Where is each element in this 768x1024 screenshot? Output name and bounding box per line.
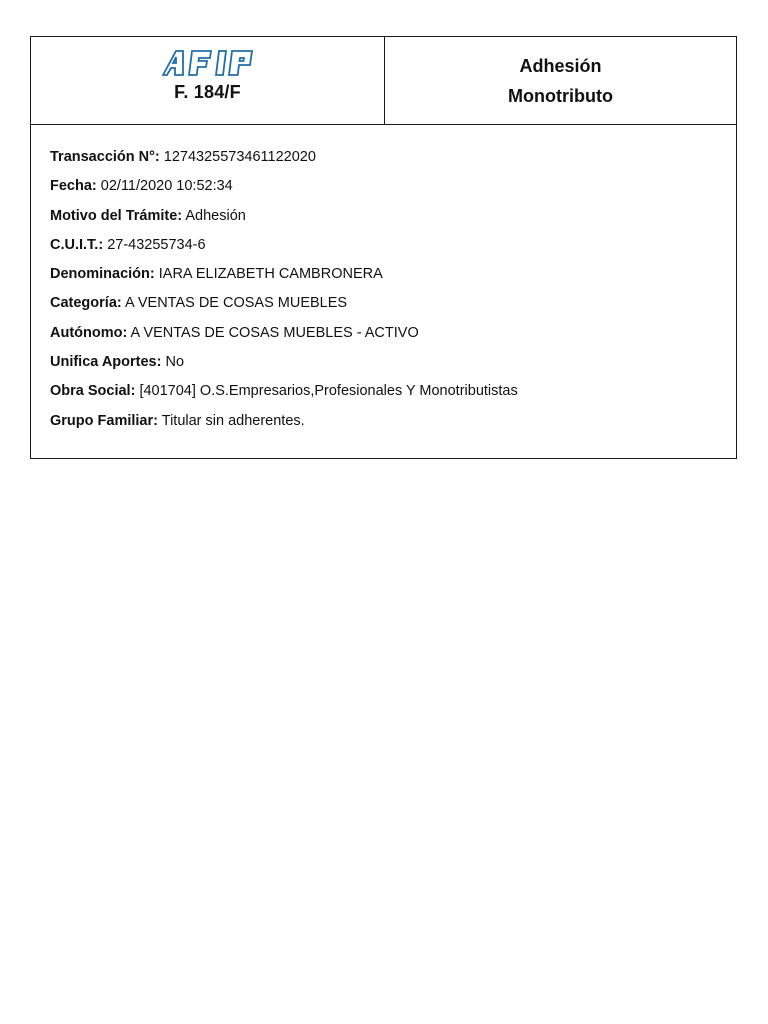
field-value: Titular sin adherentes. xyxy=(161,412,305,429)
form-container xyxy=(30,36,737,459)
field-value: IARA ELIZABETH CAMBRONERA xyxy=(158,266,383,283)
header-title-cell xyxy=(385,37,736,124)
field-motivo xyxy=(50,202,717,231)
field-denominacion xyxy=(50,260,717,289)
field-label: Obra Social: xyxy=(50,383,136,400)
field-label: Categoría: xyxy=(50,295,122,312)
field-cuit xyxy=(50,231,717,260)
form-header xyxy=(31,37,736,125)
field-unifica-aportes xyxy=(50,348,717,377)
field-value: Adhesión xyxy=(185,207,246,224)
field-value: 1274325573461122020 xyxy=(163,149,316,165)
form-number: F. 184/F xyxy=(174,82,241,102)
afip-logo xyxy=(162,50,254,76)
field-value: A VENTAS DE COSAS MUEBLES - ACTIVO xyxy=(130,324,419,341)
field-fecha xyxy=(50,172,717,201)
field-label: Grupo Familiar: xyxy=(50,412,158,429)
field-label: C.U.I.T.: xyxy=(50,236,104,253)
field-grupo-familiar xyxy=(50,407,717,436)
field-label: Transacción N°: xyxy=(50,149,160,165)
field-label: Denominación: xyxy=(50,266,155,283)
form-title-line2: Monotributo xyxy=(508,85,613,106)
field-label: Unifica Aportes: xyxy=(50,354,162,371)
form-details xyxy=(31,125,736,458)
field-value: A VENTAS DE COSAS MUEBLES xyxy=(124,295,348,312)
field-value: 02/11/2020 10:52:34 xyxy=(100,178,233,195)
field-autonomo xyxy=(50,319,717,348)
field-label: Motivo del Trámite: xyxy=(50,207,183,224)
field-categoria xyxy=(50,289,717,318)
field-value: 27-43255734-6 xyxy=(107,236,206,253)
field-value: No xyxy=(165,354,185,371)
header-left-cell xyxy=(31,37,385,124)
form-title-line1: Adhesión xyxy=(519,55,602,76)
field-label: Fecha: xyxy=(50,178,97,195)
field-obra-social xyxy=(50,377,717,406)
field-label: Autónomo: xyxy=(50,324,128,341)
field-transaccion xyxy=(50,143,717,172)
field-value: [401704] O.S.Empresarios,Profesionales Y Monotributistas xyxy=(139,383,518,400)
